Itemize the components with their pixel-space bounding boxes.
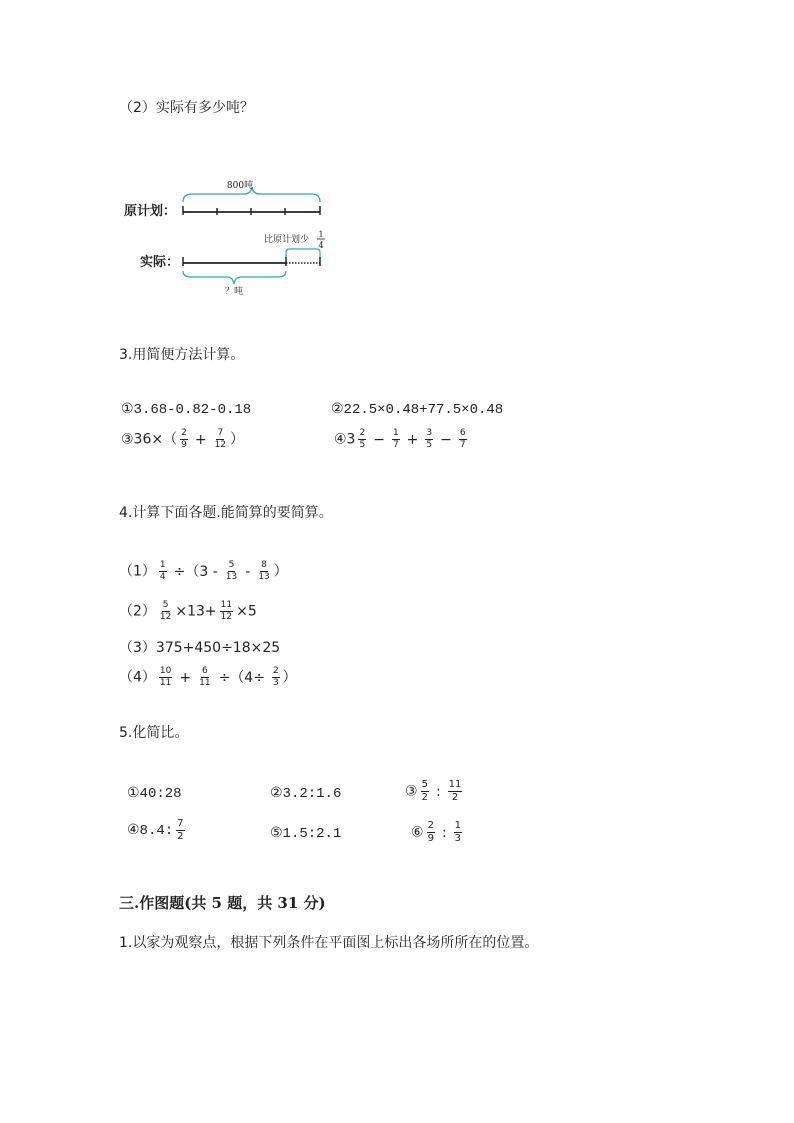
q5-item-1: ①40:28 (127, 786, 182, 802)
plan-label: 原计划： (124, 204, 177, 219)
line-segment-diagram (120, 170, 350, 300)
q5-item-4: ④8.4: $\frac{7}{2}$ (127, 818, 184, 842)
q5-item-2: ②3.2:1.6 (270, 786, 342, 802)
actual-label: 实际： (140, 255, 180, 270)
q3-title: 3.用简便方法计算。 (119, 347, 245, 363)
q5-item-5: ⑤1.5:2.1 (270, 826, 342, 842)
less-label: 比原计划少 (264, 235, 310, 245)
q5-title: 5.化简比。 (119, 725, 189, 741)
q4-title: 4.计算下面各题.能简算的要简算。 (119, 505, 333, 521)
section3-question-1: 1.以家为观察点，根据下列条件在平面图上标出各场所所在的位置。 (119, 935, 539, 951)
q4-row-3: （3）375+450÷18×25 (119, 640, 281, 656)
subquestion-2: （2）实际有多少吨？ (119, 100, 254, 116)
q5-item-6: ⑥ $\frac{2}{9}$ : $\frac{1}{3}$ (411, 820, 462, 844)
q5-item-3: ③ $\frac{5}{2}$ : $\frac{11}{2}$ (405, 779, 462, 803)
q4-row-2: （2） $\frac{5}{12}$ ×13+ $\frac{11}{12}$ ×5 (119, 600, 257, 622)
q4-row-1: （1） $\frac{1}{4}$ ÷（3 - $\frac{5}{13}$ - $\frac{8}{13}$ ） (119, 560, 288, 582)
q3-problem-4: ④3 $\frac{2}{5}$ − $\frac{1}{7}$ + $\frac{3}{5}$ − $\frac{6}{7}$ (334, 428, 466, 450)
section-heading: 三.作图题(共 5 题，共 31 分) (119, 894, 326, 912)
bottom-brace (183, 271, 286, 284)
total-label: 800吨 (226, 181, 254, 191)
q3-problem-3: ③36×（ $\frac{2}{9}$ + $\frac{7}{12}$ ） (121, 428, 245, 450)
difference-bracket (286, 249, 320, 258)
unknown-label: ？吨 (224, 287, 244, 297)
diagram-svg (120, 170, 350, 300)
q3-problem-2: ②22.5×0.48+77.5×0.48 (331, 402, 504, 418)
q3-problem-1: ①3.68-0.82-0.18 (121, 402, 252, 418)
less-fraction-den: 4 (318, 241, 324, 250)
q4-row-4: （4） $\frac{10}{11}$ + $\frac{6}{11}$ ÷（4÷ $\frac{2}{3}$ ） (119, 666, 297, 688)
less-fraction-num: 1 (318, 230, 324, 239)
